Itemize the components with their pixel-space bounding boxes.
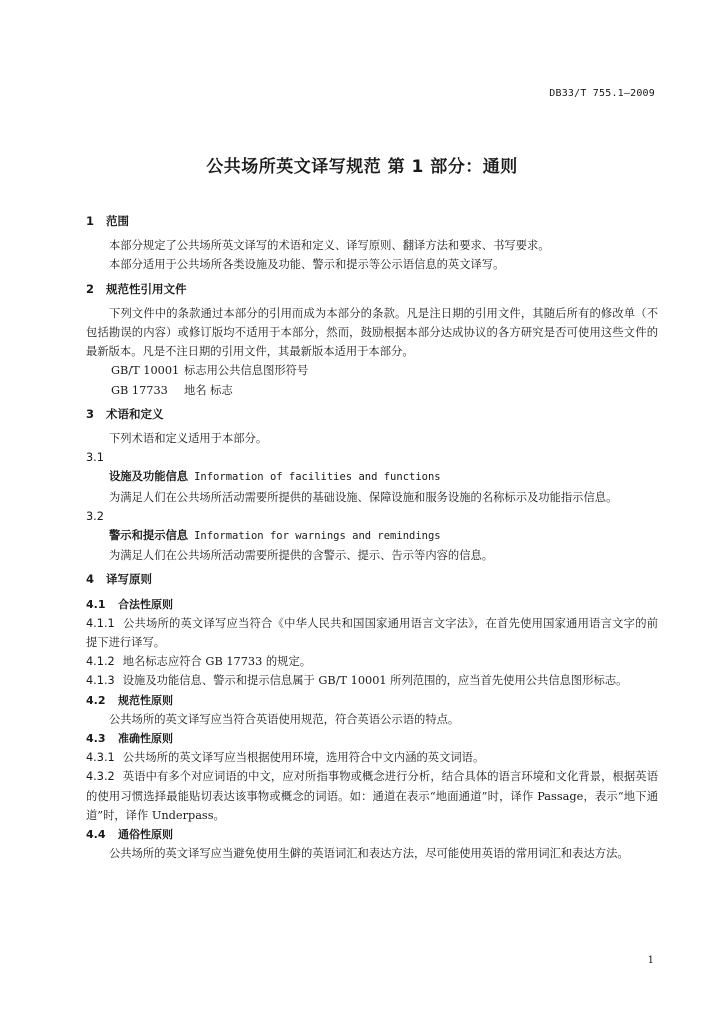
subsection-title: 合法性原则 [118,597,173,611]
clause-number: 4.1.2 [86,655,115,669]
clause-text: 公共场所的英文译写应当根据使用环境，选用符合中文内涵的英文词语。 [122,751,485,765]
section-title: 译写原则 [106,572,152,587]
clause [86,748,658,767]
term-name [86,467,658,487]
clause-number: 4.3.1 [86,751,115,765]
paragraph: 本部分适用于公共场所各类设施及功能、警示和提示等公示语信息的英文译写。 [109,258,505,272]
term-name [86,526,658,546]
paragraph: 公共场所的英文译写应当避免使用生僻的英语词汇和表达方法，尽可能使用英语的常用词汇和表达方法。 [109,847,629,861]
section-number: 2 [86,281,95,296]
subsection-title: 规范性原则 [118,693,173,707]
page-number: 1 [647,955,654,966]
section-4-heading [86,570,658,589]
subsection-4-4-heading [86,825,658,844]
clause-number: 4.1.3 [86,674,115,688]
clause-number: 4.1.1 [86,616,115,630]
paragraph: 本部分规定了公共场所英文译写的术语和定义、译写原则、翻译方法和要求、书写要求。 [109,239,550,253]
subsection-4-3-heading [86,729,658,748]
reference-code: GB/T 10001 [111,364,180,378]
clause-number: 4.3.2 [86,770,115,784]
reference-item [86,381,658,400]
term-definition: 为满足人们在公共场所活动需要所提供的基础设施、保障设施和服务设施的名称标示及功能指示信息。 [109,490,618,504]
section-title: 术语和定义 [106,406,164,421]
reference-code: GB 17733 [111,383,168,397]
term-name-zh: 设施及功能信息 [109,470,189,484]
clause-text: 地名标志应符合 GB 17733 的规定。 [122,655,312,669]
term-name-zh: 警示和提示信息 [109,529,189,543]
subsection-title: 准确性原则 [118,732,173,746]
subsection-4-2-heading [86,691,658,710]
subsection-4-1-heading [86,595,658,614]
section-2-heading [86,280,658,299]
section-1-heading [86,212,658,231]
subsection-number: 4.2 [86,693,106,707]
reference-title: 地名 标志 [184,383,233,397]
subsection-number: 4.3 [86,732,106,746]
clause [86,614,658,652]
section-title: 规范性引用文件 [106,281,187,296]
clause [86,671,658,690]
term-number: 3.1 [86,451,104,465]
paragraph: 公共场所的英文译写应当符合英语使用规范，符合英语公示语的特点。 [109,712,460,726]
clause-text: 公共场所的英文译写应当符合《中华人民共和国国家通用语言文字法》，在首先使用国家通用语言文字的前提下进行译写。 [86,616,658,650]
term-definition: 为满足人们在公共场所活动需要所提供的含警示、提示、告示等内容的信息。 [109,549,494,563]
section-number: 1 [86,214,95,228]
subsection-number: 4.1 [86,597,106,611]
reference-item [86,361,658,380]
subsection-title: 通俗性原则 [118,828,173,842]
clause [86,767,658,825]
document-body [86,207,658,864]
paragraph: 下列术语和定义适用于本部分。 [109,432,268,446]
section-number: 3 [86,406,95,421]
subsection-number: 4.4 [86,828,106,842]
section-number: 4 [86,572,95,587]
document-code: DB33/T 755.1—2009 [549,88,655,99]
section-3-heading [86,405,658,424]
document-title: 公共场所英文译写规范 第 1 部分：通则 [206,157,518,177]
paragraph: 下列文件中的条款通过本部分的引用而成为本部分的条款。凡是注日期的引用文件，其随后所有的修改单（不包括勘误的内容）或修订版均不适用于本部分，然而，鼓励根据本部分达成协议的各方研究是否可使用这些文件的最新版本。凡是不注日期的引用文件，其最新版本适用于本部分。 [86,306,658,359]
clause-text: 设施及功能信息、警示和提示信息属于 GB/T 10001 所列范围的，应当首先使用公共信息图形标志。 [122,674,628,688]
reference-title: 标志用公共信息图形符号 [184,364,309,378]
clause [86,652,658,671]
clause-text: 英语中有多个对应词语的中文，应对所指事物或概念进行分析，结合具体的语言环境和文化背景，根据英语的使用习惯选择最能贴切表达该事物或概念的词语。如：通道在表示“地面通道”时，译作 Passage，表示“地下通道”时，译作 Underpass。 [86,770,658,822]
term-name-en: Information for warnings and remindings [194,530,441,543]
term-number: 3.2 [86,509,104,523]
section-title: 范围 [106,214,129,228]
term-name-en: Information of facilities and functions [194,471,441,484]
